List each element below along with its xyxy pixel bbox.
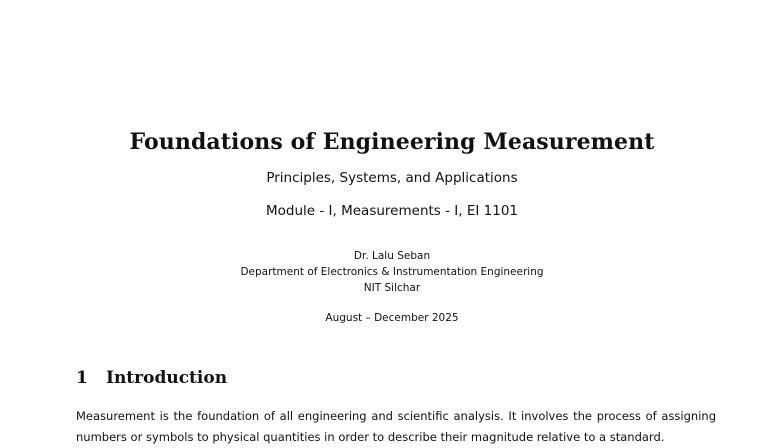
author-name: Dr. Lalu Seban [353, 250, 431, 262]
document-title: Foundations of Engineering Measurement [129, 129, 655, 155]
document-subtitle: Principles, Systems, and Applications [266, 170, 518, 186]
module-line: Module - I, Measurements - I, EI 1101 [266, 203, 518, 219]
author-institution: NIT Silchar [363, 282, 421, 294]
author-department: Department of Electronics & Instrumentation Engineering [240, 266, 544, 278]
author-block [0, 248, 784, 296]
document-date: August – December 2025 [325, 312, 459, 324]
section-paragraph [76, 406, 716, 448]
section-number: 1 [76, 368, 88, 388]
paragraph-line: numbers or symbols to physical quantities in order to describe their magnitude relative to a standard. [76, 430, 665, 444]
paragraph-line: Measurement is the foundation of all engineering and scientific analysis. It involves the process of assigning [76, 409, 716, 423]
section-heading [76, 368, 227, 388]
section-title: Introduction [106, 368, 228, 388]
